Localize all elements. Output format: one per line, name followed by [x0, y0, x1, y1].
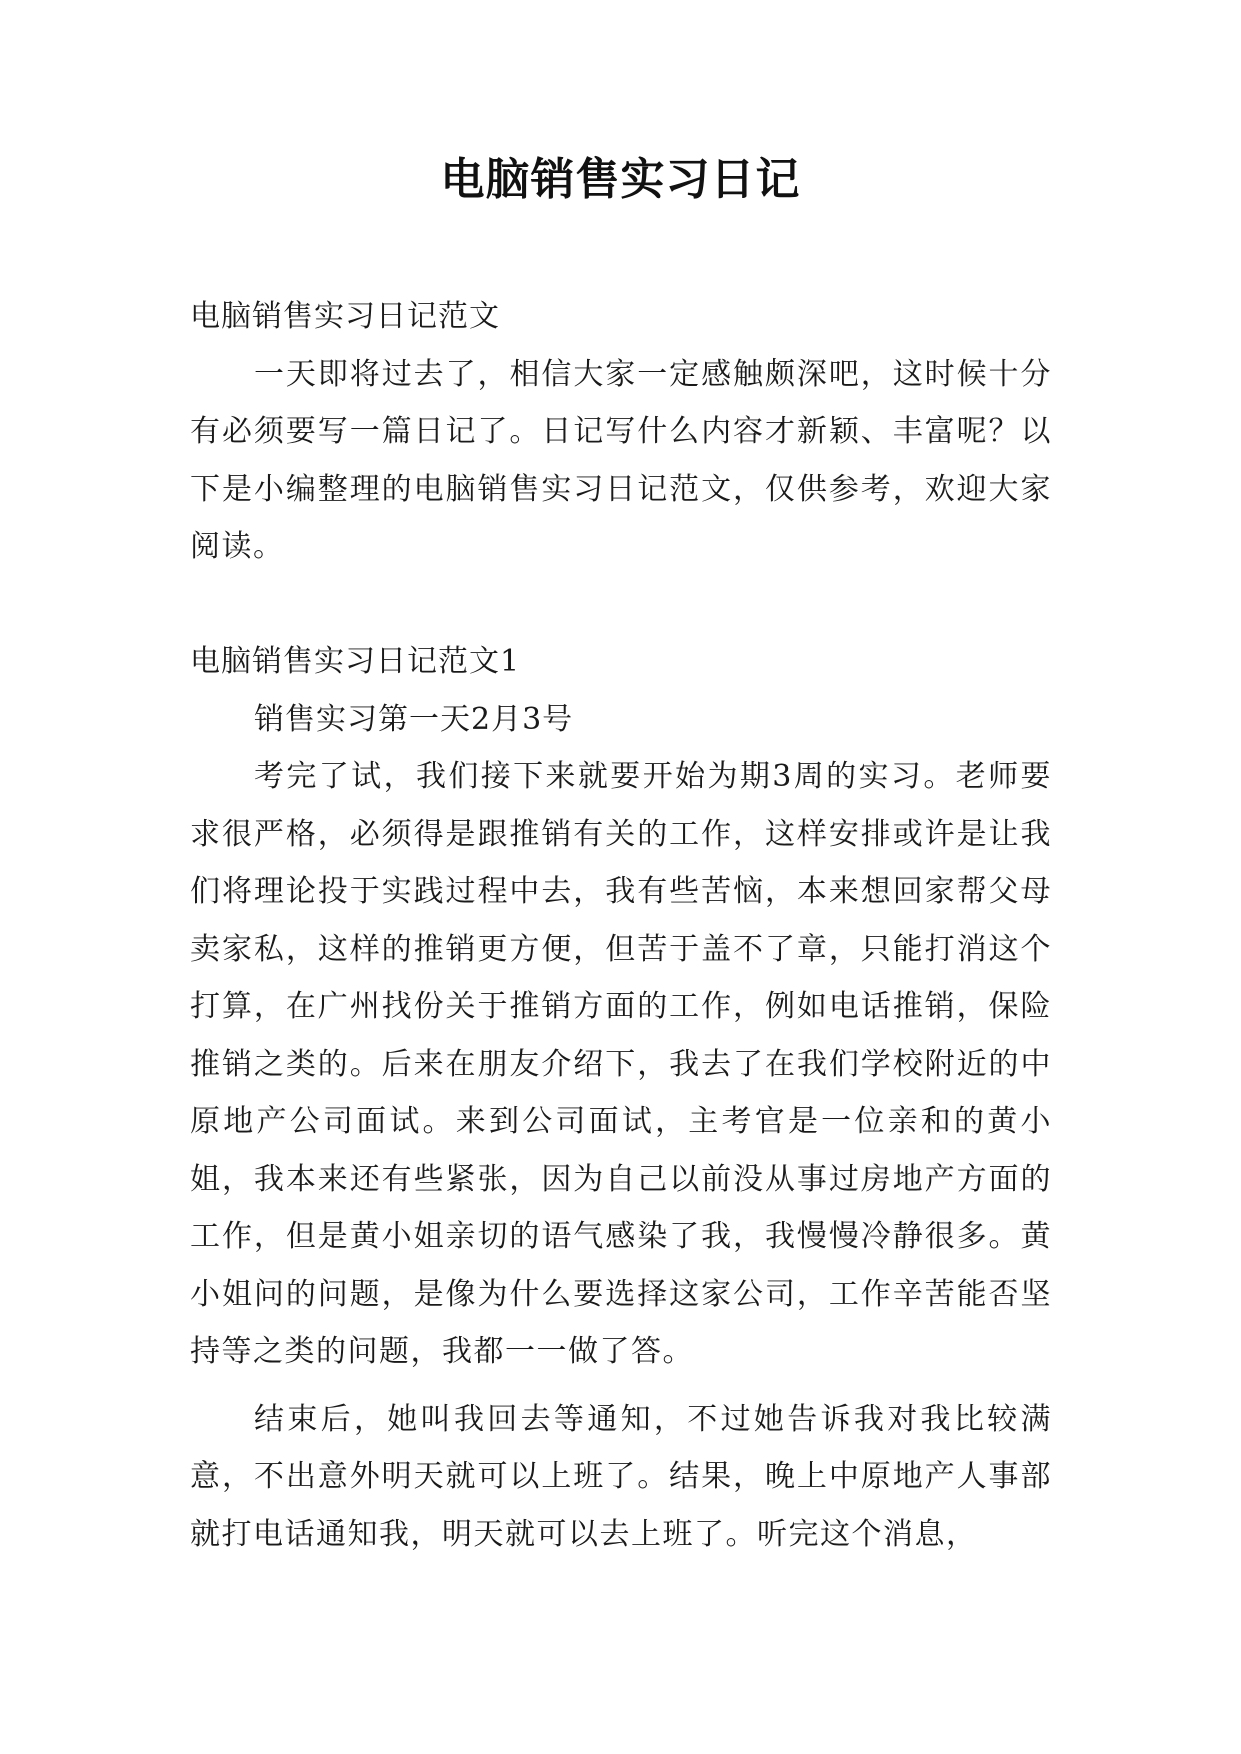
document-title: 电脑销售实习日记	[440, 154, 801, 205]
intro-paragraph: 一天即将过去了，相信大家一定感触颇深吧，这时候十分有必须要写一篇日记了。日记写什么内容才新颖、丰富呢？以下是小编整理的电脑销售实习日记范文，仅供参考，欢迎大家阅读。	[190, 356, 1052, 564]
section-spacer	[190, 576, 1052, 634]
section-date: 销售实习第一天2月3号	[254, 701, 574, 737]
section-heading: 电脑销售实习日记范文1	[190, 644, 521, 679]
intro-heading: 电脑销售实习日记范文	[190, 299, 500, 334]
document-body	[190, 288, 1052, 1563]
section-paragraph-2: 结束后，她叫我回去等通知，不过她告诉我对我比较满意，不出意外明天就可以上班了。结果，晚上中原地产人事部就打电话通知我，明天就可以去上班了。听完这个消息，	[190, 1401, 1052, 1552]
section-paragraph-1: 考完了试，我们接下来就要开始为期3周的实习。老师要求很严格，必须得是跟推销有关的工作，这样安排或许是让我们将理论投于实践过程中去，我有些苦恼，本来想回家帮父母卖家私，这样的推销更方便，但苦于盖不了章，只能打消这个打算，在广州找份关于推销方面的工作，例如电话推销，保险推销之类的。后来在朋友介绍下，我去了在我们学校附近的中原地产公司面试。来到公司面试，主考官是一位亲和的黄小姐，我本来还有些紧张，因为自己以前没从事过房地产方面的工作，但是黄小姐亲切的语气感染了我，我慢慢冷静很多。黄小姐问的问题，是像为什么要选择这家公司，工作辛苦能否坚持等之类的问题，我都一一做了答。	[190, 759, 1052, 1369]
